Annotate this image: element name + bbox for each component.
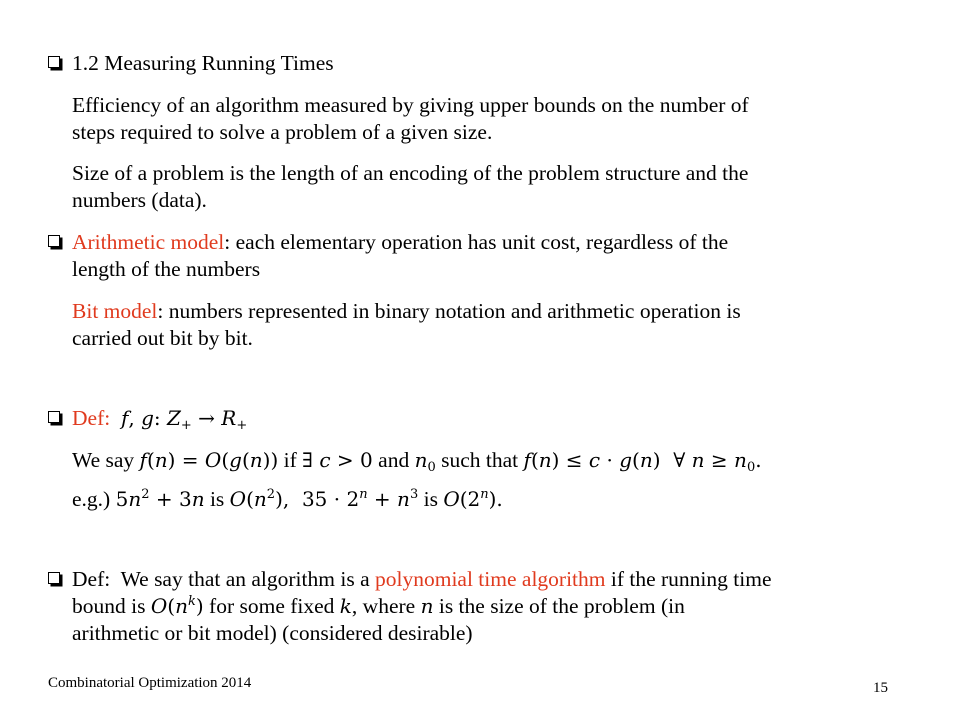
def2-where: , where (351, 594, 416, 618)
def1-eg: e.g.) (72, 487, 111, 511)
def2-post: if the running time (610, 567, 772, 591)
def1-inequality: f(n) ≤ c · g(n) ∀ $n \ge n_0$. (523, 448, 762, 475)
square-bullet-icon (48, 572, 60, 584)
arithmetic-model-text-2: length of the numbers (72, 257, 261, 281)
def1-if: if (283, 448, 297, 472)
arithmetic-model-desc: : each elementary operation has unit cost, regardless of the (224, 230, 729, 254)
def1-text (72, 405, 247, 432)
def1-n0: $n_0$ (414, 448, 436, 475)
def2-pre: We say that an algorithm is a (120, 567, 370, 591)
def2-bound-is: bound is (72, 594, 146, 618)
def1-formula: f, g: $Z_+ \to R_+$ (120, 406, 248, 433)
para2-text-2: numbers (data). (72, 188, 207, 212)
def2-bigO-nk: $O(n^k)$ (150, 594, 204, 618)
bit-model-text-2: carried out bit by bit. (72, 326, 253, 350)
def2-label: Def: (72, 567, 111, 591)
square-bullet-icon (48, 235, 60, 247)
def1-example-2-order: O(2$^n$). (443, 487, 503, 511)
def1-example-text (72, 486, 503, 513)
def1-we-say: We say (72, 448, 135, 472)
def1-exists: ∃ c > 0 (302, 448, 373, 472)
def1-such-that: such that (441, 448, 519, 472)
footer-course: Combinatorial Optimization 2014 (48, 675, 252, 691)
def1-example-1: $5n^2 + 3n$ (115, 487, 205, 511)
square-bullet-icon (48, 56, 60, 68)
def1-example-1-order: $O(n^2)$, (229, 487, 302, 511)
bit-model-term: Bit model (72, 299, 158, 323)
def1-and: and (378, 448, 410, 472)
def2-text (72, 566, 772, 593)
def2-is-size: is the size of the problem (in (438, 594, 685, 618)
polynomial-time-term: polynomial time algorithm (375, 567, 606, 591)
def2-text-3: arithmetic or bit model) (considered desirable) (72, 621, 473, 645)
def2-text-2 (72, 593, 685, 620)
bit-model-text (72, 298, 741, 325)
page-number: 15 (873, 680, 888, 696)
def1-example-2: $35 \cdot 2^n + n^3$ (301, 487, 419, 511)
def1-is-2: is (423, 487, 438, 511)
para1-text-1: Efficiency of an algorithm measured by giving upper bounds on the number of (72, 93, 749, 117)
square-bullet-icon (48, 411, 60, 423)
bit-model-desc: : numbers represented in binary notation and arithmetic operation is (157, 299, 741, 323)
def1-label: Def: (72, 406, 111, 430)
section-title: 1.2 Measuring Running Times (72, 51, 334, 75)
para1-text-2: steps required to solve a problem of a given size. (72, 120, 493, 144)
para2-text-1: Size of a problem is the length of an encoding of the problem structure and the (72, 161, 749, 185)
def1-is-1: is (209, 487, 225, 511)
def2-n: n (420, 594, 434, 618)
def1-we-say-text (72, 447, 762, 474)
arithmetic-model-term: Arithmetic model (72, 230, 225, 254)
def1-bigO-formula: f(n) = O(g(n)) (139, 448, 279, 472)
arithmetic-model-text (72, 229, 728, 256)
def2-k: k (339, 594, 352, 618)
def2-for-some: for some fixed (209, 594, 335, 618)
